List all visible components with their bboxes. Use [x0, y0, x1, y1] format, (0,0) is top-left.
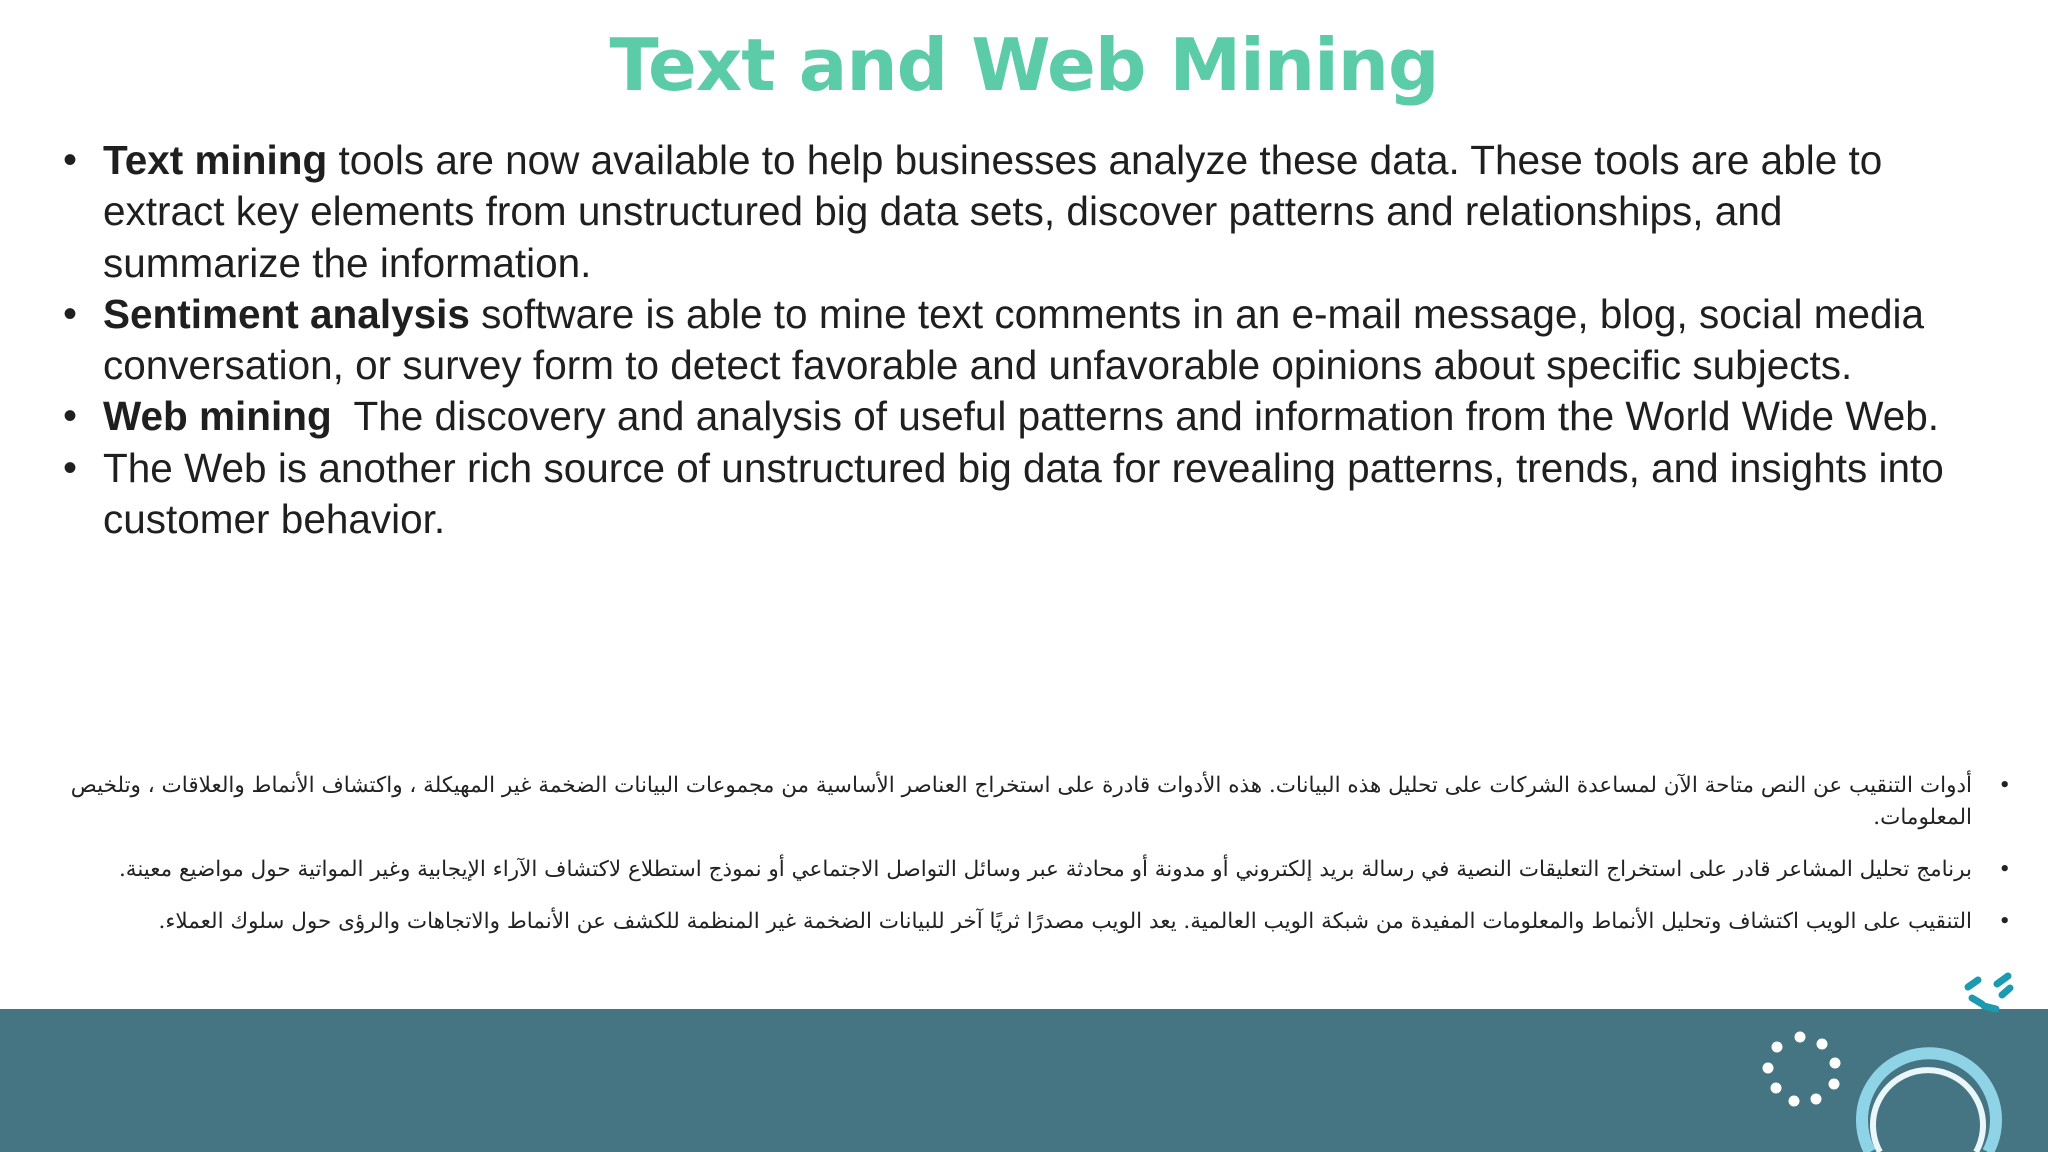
list-item	[60, 135, 1990, 289]
bullet-dot: •	[1998, 773, 2011, 798]
bullet-dot: •	[1998, 909, 2011, 934]
dashed-arc-decoration	[1968, 976, 2010, 1009]
bullet-text: software is able to mine text comments in an e-mail message, blog, social media conversation, or survey form to detect favorable and unfavorable opinions about specific subjects.	[103, 290, 1925, 389]
bullet-term: Sentiment analysis	[103, 290, 470, 337]
bullet-term: Web mining	[103, 393, 332, 440]
bullet-dot: •	[63, 138, 78, 182]
footer-band	[0, 1009, 2048, 1152]
english-bullet-list	[60, 135, 1990, 545]
bullet-term: Text mining	[103, 137, 328, 183]
arabic-list-item	[60, 906, 2015, 938]
arabic-text: التنقيب على الويب اكتشاف وتحليل الأنماط والمعلومات المفيدة من شبكة الويب العالمية. يعد الويب مصدرًا ثريًا آخر للبيانات الضخمة غير المنظمة للكشف عن الأنماط والاتجاهات والرؤى حول سلوك العملاء.	[158, 909, 1972, 934]
arabic-text: برنامج تحليل المشاعر قادر على استخراج التعليقات النصية في رسالة بريد إلكتروني أو مدونة أو محادثة عبر وسائل التواصل الاجتماعي أو نموذج استطلاع لاكتشاف الآراء الإيجابية وغير المواتية حول مواضيع معينة.	[118, 857, 1972, 882]
bullet-dot: •	[63, 445, 78, 490]
slide-title: Text and Web Mining	[609, 23, 1439, 107]
list-item	[60, 289, 1990, 392]
bullet-dot: •	[1998, 857, 2011, 882]
arabic-text: أدوات التنقيب عن النص متاحة الآن لمساعدة الشركات على تحليل هذه البيانات. هذه الأدوات قادرة على استخراج العناصر الأساسية من مجموعات البيانات الضخمة غير المهيكلة ، واكتشاف الأنماط والعلاقات ، وتلخيص المعلومات.	[70, 773, 1972, 830]
bullet-dot: •	[63, 394, 78, 439]
bullet-dot: •	[63, 291, 78, 336]
arabic-list-item	[60, 854, 2015, 886]
bullet-text: The Web is another rich source of unstructured big data for revealing patterns, trends, and insights into customer behavior.	[103, 444, 1944, 543]
bullet-text: tools are now available to help businesses analyze these data. These tools are able to extract key elements from unstructured big data sets, discover patterns and relationships, and summarize the information.	[103, 137, 1883, 286]
list-item	[60, 391, 1990, 442]
arabic-list-item	[60, 770, 2015, 834]
arabic-bullet-list	[60, 770, 2015, 958]
bullet-text: The discovery and analysis of useful patterns and information from the World Wide Web.	[331, 393, 1940, 440]
list-item	[60, 443, 1990, 546]
